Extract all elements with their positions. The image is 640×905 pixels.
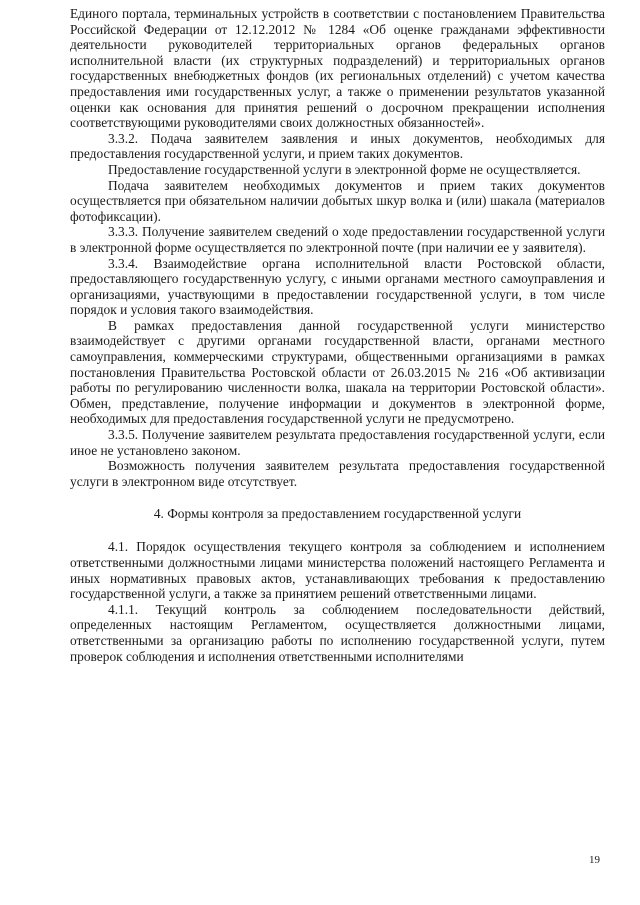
paragraph: Возможность получения заявителем результата предоставления государственной услуги в электронном виде отсутствует. <box>70 458 605 489</box>
paragraph: Подача заявителем необходимых документов и прием таких документов осуществляется при обязательном наличии добытых шкур волка и (или) шакала (материалов фотофиксации). <box>70 177 605 224</box>
paragraph: 4.1.1. Текущий контроль за соблюдением последовательности действий, определенных настоящим Регламентом, осуществляется должностными лицами, ответственными за организацию работы по исполнению государственной услуги, путем проверок соблюдения и исполнения ответственными исполнителями <box>70 601 605 664</box>
paragraph: Предоставление государственной услуги в электронной форме не осуществляется. <box>108 161 581 177</box>
paragraph: 3.3.3. Получение заявителем сведений о ходе предоставлении государственной услуги в электронной форме осуществляется по электронной почте (при наличии ее у заявителя). <box>70 224 605 255</box>
paragraph: В рамках предоставления данной государственной услуги министерство взаимодействует с другими органами государственной власти, органами местного самоуправления, коммерческими структурами, общественными организациями в рамках постановления Правительства Ростовской области от 26.03.2015 № 216 «Об активизации работы по регулированию численности волка, шакала на территории Ростовской области». Обмен, представление, получение информации и документов в электронной форме, необходимых для предоставления государственной услуги не предусмотрено. <box>70 317 605 427</box>
paragraph: 4.1. Порядок осуществления текущего контроля за соблюдением и исполнением ответственными должностными лицами министерства положений настоящего Регламента и иных нормативных правовых актов, устанавливающих требования к предоставлению государственной услуги, а также за принятием решений ответственными лицами. <box>70 539 605 602</box>
paragraph: Единого портала, терминальных устройств в соответствии с постановлением Правительства Российской Федерации от 12.12.2012 № 1284 «Об оценке гражданами эффективности деятельности руководителей территориальных органов федеральных органов исполнительной власти (их структурных подразделений) и территориальных органов государственных внебюджетных фондов (их региональных отделений) с учетом качества предоставления ими государственных услуг, а также о применении результатов указанной оценки как основания для принятия решений о досрочном прекращении исполнения соответствующими руководителями своих должностных обязанностей». <box>70 6 605 131</box>
paragraph: 3.3.5. Получение заявителем результата предоставления государственной услуги, если иное не установлено законом. <box>70 427 605 458</box>
page-number: 19 <box>589 854 600 866</box>
paragraph: 3.3.2. Подача заявителем заявления и иных документов, необходимых для предоставления государственной услуги, и прием таких документов. <box>70 130 605 162</box>
section-heading: 4. Формы контроля за предоставлением государственной услуги <box>153 506 522 522</box>
paragraph: 3.3.4. Взаимодействие органа исполнительной власти Ростовской области, предоставляющего государственную услугу, с иными органами местного самоуправления и организациями, участвующими в предоставлении государственной услуги, в том числе порядок и условия такого взаимодействия. <box>70 255 605 318</box>
